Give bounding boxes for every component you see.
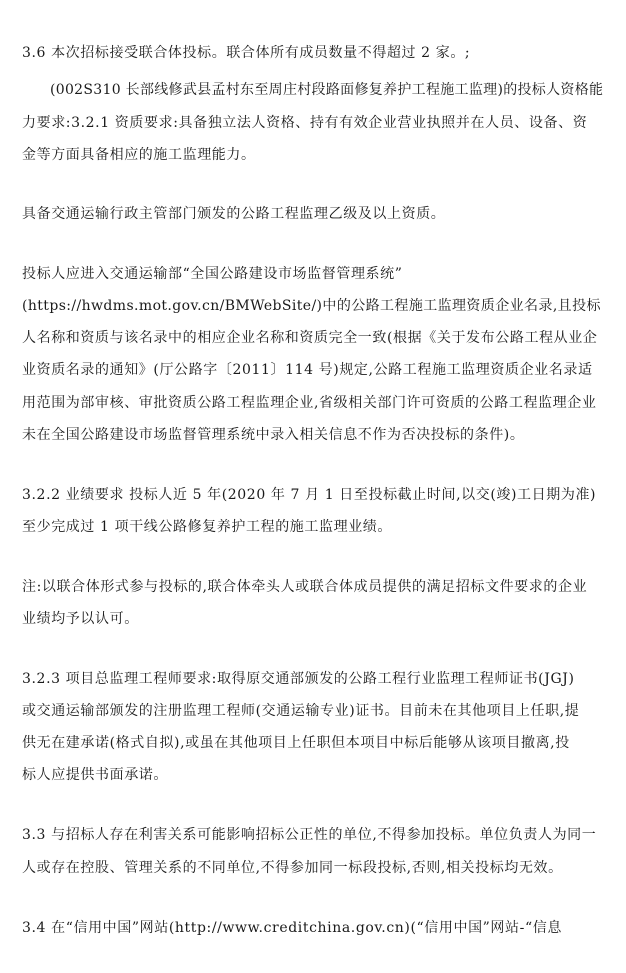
- text-line: 标人应提供书面承诺。: [22, 767, 168, 783]
- text-line: 投标人应进入交通运输部“全国公路建设市场监督管理系统”: [22, 266, 403, 282]
- text-line: 未在全国公路建设市场监督管理系统中录入相关信息不作为否决投标的条件)。: [22, 427, 525, 443]
- text-line: (https://hwdms.mot.gov.cn/BMWebSite/)中的公路工程施工监理资质企业名录,且投标: [22, 298, 601, 314]
- text-line: 力要求:3.2.1 资质要求:具备独立法人资格、持有有效企业营业执照并在人员、设备、资: [22, 115, 588, 131]
- text-line: 或交通运输部颁发的注册监理工程师(交通运输专业)证书。目前未在其他项目上任职,提: [22, 703, 580, 719]
- text-line: 人名称和资质与该名录中的相应企业名称和资质完全一致(根据《关于发布公路工程从业企: [22, 330, 598, 346]
- text-line: 3.4 在“信用中国”网站(http://www.creditchina.gov.cn)(“信用中国”网站-“信息: [22, 920, 562, 936]
- text-line: 用范围为部审核、审批资质公路工程监理企业,省级相关部门许可资质的公路工程监理企业: [22, 395, 597, 411]
- text-line: 人或存在控股、管理关系的不同单位,不得参加同一标段投标,否则,相关投标均无效。: [22, 860, 563, 876]
- text-line: 具备交通运输行政主管部门颁发的公路工程监理乙级及以上资质。: [22, 206, 446, 222]
- text-line: 3.2.2 业绩要求 投标人近 5 年(2020 年 7 月 1 日至投标截止时间,以交(竣)工日期为准): [22, 487, 597, 503]
- text-line: 3.6 本次招标接受联合体投标。联合体所有成员数量不得超过 2 家。;: [22, 45, 471, 61]
- text-line: 供无在建承诺(格式自拟),或虽在其他项目上任职但本项目中标后能够从该项目撤离,投: [22, 735, 570, 751]
- text-line: 3.2.3 项目总监理工程师要求:取得原交通部颁发的公路工程行业监理工程师证书(JGJ): [22, 671, 575, 687]
- text-line: 注:以联合体形式参与投标的,联合体牵头人或联合体成员提供的满足招标文件要求的企业: [22, 579, 588, 595]
- text-line: 至少完成过 1 项干线公路修复养护工程的施工监理业绩。: [22, 519, 393, 535]
- text-line: 3.3 与招标人存在利害关系可能影响招标公正性的单位,不得参加投标。单位负责人为同一: [22, 827, 597, 843]
- text-line: (002S310 长部线修武县孟村东至周庄村段路面修复养护工程施工监理)的投标人资格能: [50, 82, 604, 98]
- text-line: 业绩均予以认可。: [22, 611, 139, 627]
- text-line: 金等方面具备相应的施工监理能力。: [22, 147, 256, 163]
- text-line: 业资质名录的通知》(厅公路字〔2011〕114 号)规定,公路工程施工监理资质企业名录适: [22, 362, 593, 378]
